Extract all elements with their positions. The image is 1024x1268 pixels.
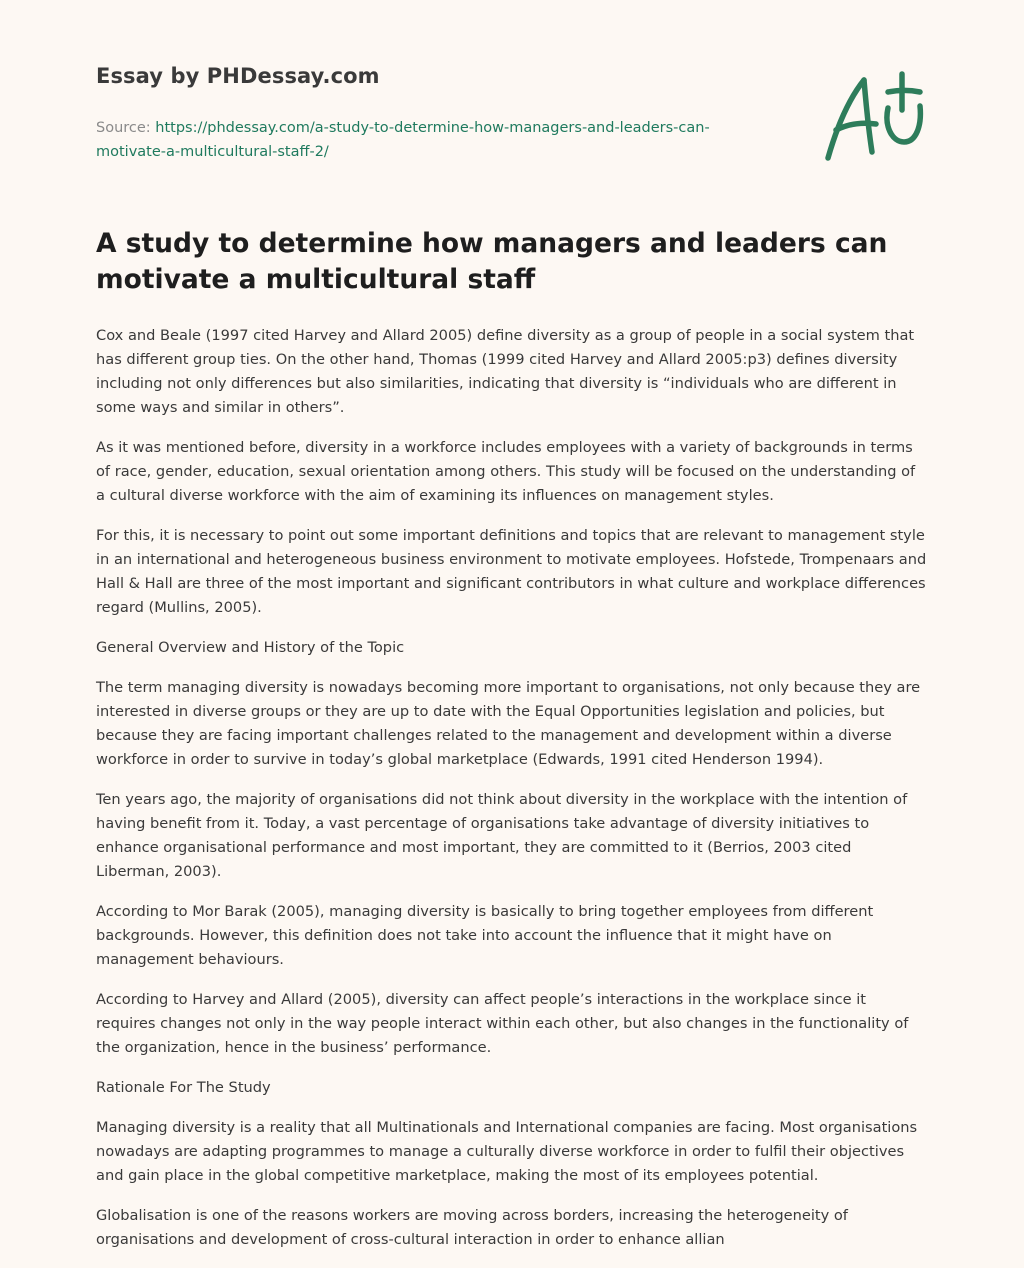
page-header — [96, 64, 796, 164]
paragraph: Cox and Beale (1997 cited Harvey and Allard 2005) define diversity as a group of people in a social system that has different group ties. On the other hand, Thomas (1999 cited Harvey and Allard 2005:p3) defines diversity including not only differences but also similarities, indicating that diversity is “individuals who are different in some ways and similar in others”. — [96, 327, 915, 416]
source-link[interactable]: https://phdessay.com/a-study-to-determine-how-managers-and-leaders-can-motivate-a-multicultural-staff-2/ — [96, 120, 710, 160]
paragraph: Globalisation is one of the reasons workers are moving across borders, increasing the heterogeneity of organisations and development of cross-cultural interaction in order to enhance allian — [96, 1207, 848, 1248]
source-label: Source: — [96, 120, 156, 136]
section-heading: Rationale For The Study — [96, 1079, 271, 1096]
paragraph: According to Harvey and Allard (2005), diversity can affect people’s interactions in the workplace since it requires changes not only in the way people interact within each other, but also changes in the functionality of the organization, hence in the business’ performance. — [96, 991, 909, 1056]
article-title: A study to determine how managers and leaders can motivate a multicultural staff — [96, 228, 888, 295]
paragraph: According to Mor Barak (2005), managing diversity is basically to bring together employees from different backgrounds. However, this definition does not take into account the influence that it might have on management behaviours. — [96, 903, 874, 968]
paragraph: As it was mentioned before, diversity in a workforce includes employees with a variety of backgrounds in terms of race, gender, education, sexual orientation among others. This study will be focused on the understanding of a cultural diverse workforce with the aim of examining its influences on management styles. — [96, 439, 916, 504]
paragraph: Ten years ago, the majority of organisations did not think about diversity in the workplace with the intention of having benefit from it. Today, a vast percentage of organisations take advantage of diversity initiatives to enhance organisational performance and most important, they are committed to it (Berrios, 2003 cited Liberman, 2003). — [96, 791, 908, 880]
a-plus-logo-icon — [822, 68, 930, 164]
source-line — [96, 116, 756, 164]
paragraph: Managing diversity is a reality that all Multinationals and International companies are facing. Most organisations nowadays are adapting programmes to manage a culturally diverse workforce in order to fulfil their objectives and gain place in the global competitive marketplace, making the most of its employees potential. — [96, 1119, 918, 1184]
section-heading: General Overview and History of the Topic — [96, 639, 405, 656]
article-body — [96, 324, 928, 1268]
paragraph: For this, it is necessary to point out some important definitions and topics that are relevant to management style in an international and heterogeneous business environment to motivate employees. Hofstede, Trompenaars and Hall & Hall are three of the most important and significant contributors in what culture and workplace differences regard (Mullins, 2005). — [96, 527, 927, 616]
site-brand: Essay by PHDessay.com — [96, 64, 380, 88]
paragraph: The term managing diversity is nowadays becoming more important to organisations, not only because they are interested in diverse groups or they are up to date with the Equal Opportunities legislation and policies, but because they are facing important challenges related to the management and development within a diverse workforce in order to survive in today’s global marketplace (Edwards, 1991 cited Henderson 1994). — [96, 679, 921, 768]
